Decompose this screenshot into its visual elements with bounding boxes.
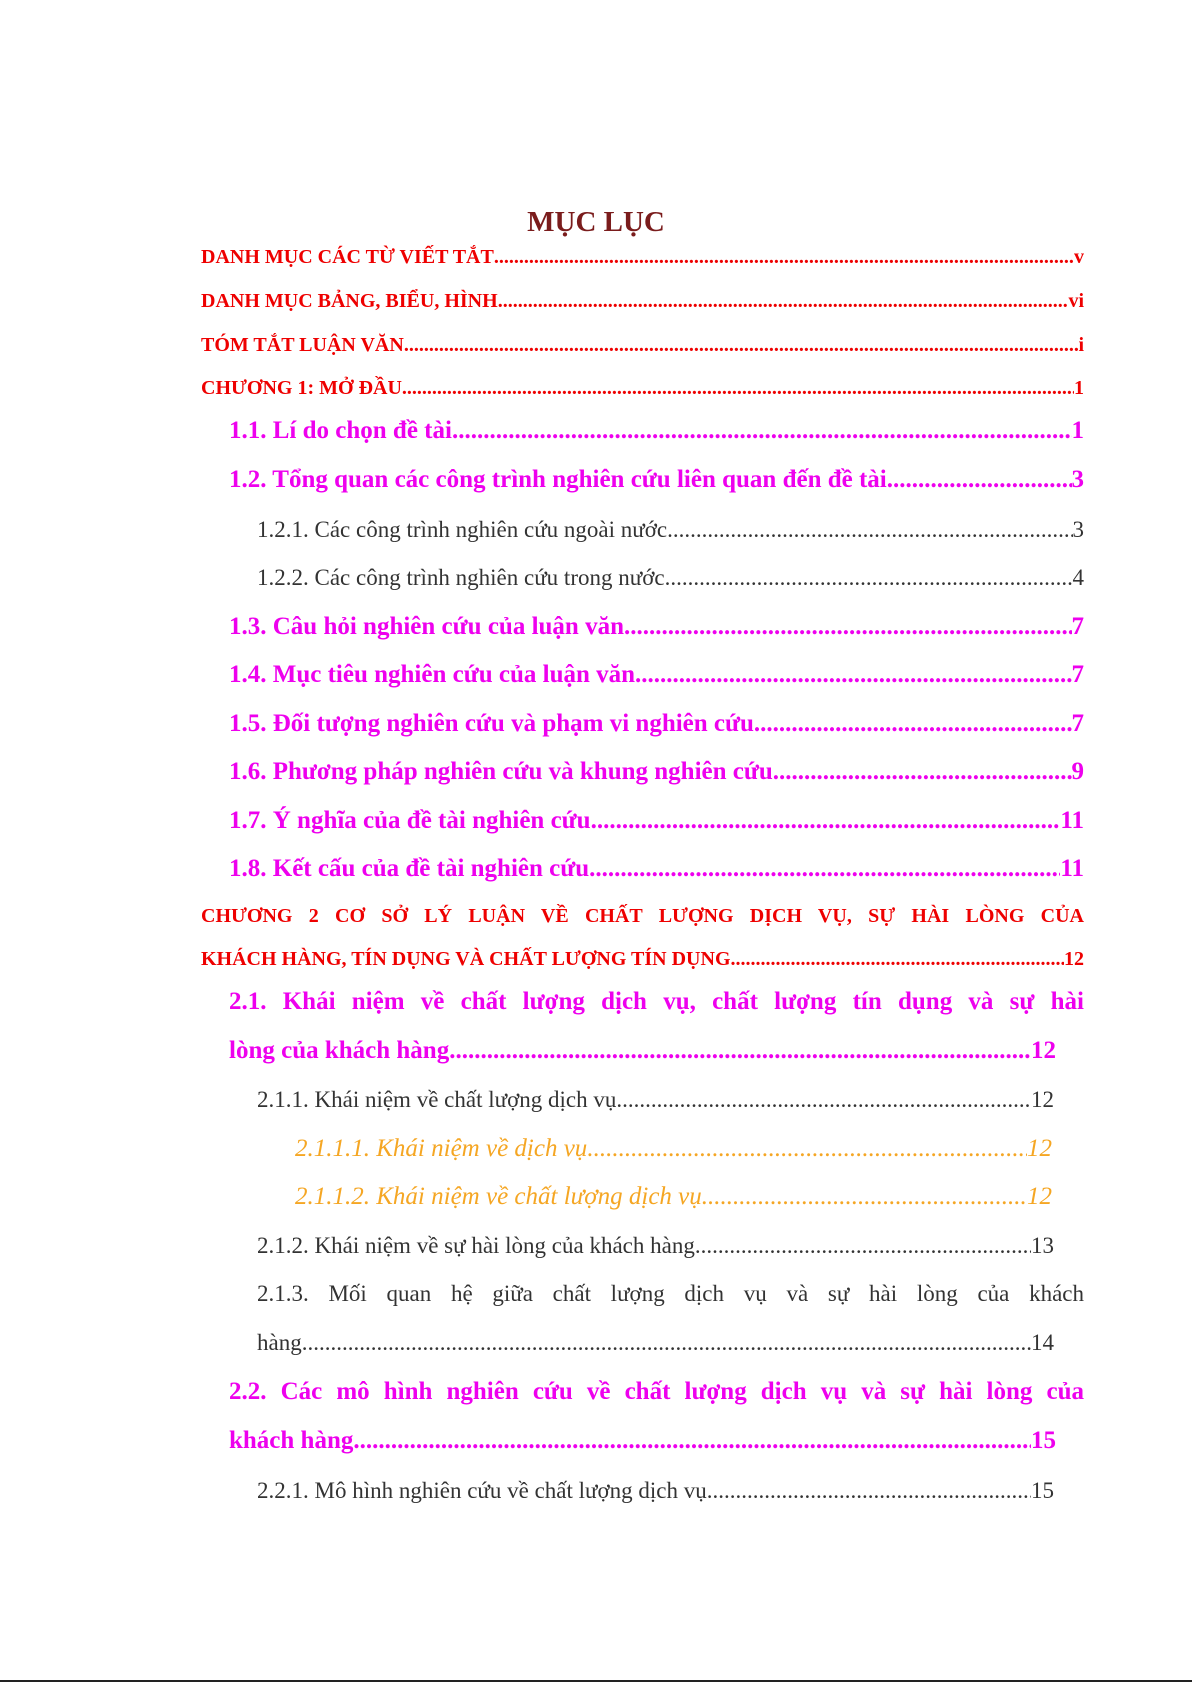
toc-entry-2-1-3-line-1[interactable] bbox=[257, 1281, 1084, 1307]
toc-leader-dots bbox=[353, 1427, 1031, 1455]
toc-leader-dots bbox=[498, 290, 1069, 313]
toc-entry-abbreviations[interactable] bbox=[201, 246, 1084, 269]
toc-entry-page: vi bbox=[1068, 290, 1084, 312]
toc-leader-dots bbox=[404, 334, 1079, 357]
toc-entry-page: 1 bbox=[1074, 377, 1084, 399]
toc-leader-dots bbox=[595, 855, 1060, 883]
toc-entry-chapter-2-line-2[interactable] bbox=[201, 948, 1084, 971]
page-bottom-border bbox=[0, 1680, 1192, 1682]
toc-entry-page: 12 bbox=[1031, 1037, 1056, 1064]
toc-entry-text: 2.2. Các mô hình nghiên cứu về chất lượng dịch vụ và sự hài lòng của bbox=[229, 1378, 1084, 1405]
toc-entry-text: 1.5. Đối tượng nghiên cứu và phạm vi nghiên cứu bbox=[229, 710, 754, 737]
toc-entry-1-5[interactable] bbox=[229, 710, 1084, 738]
toc-leader-dots bbox=[731, 948, 1064, 971]
toc-entry-1-8[interactable] bbox=[229, 855, 1084, 883]
toc-entry-page: 12 bbox=[1031, 1087, 1054, 1112]
toc-entry-text: TÓM TẮT LUẬN VĂN bbox=[201, 334, 404, 356]
toc-entry-2-1-line-1[interactable] bbox=[229, 988, 1084, 1016]
toc-entry-2-1-1-1[interactable] bbox=[295, 1135, 1052, 1163]
toc-entry-text: 1.1. Lí do chọn đề tài bbox=[229, 417, 452, 444]
toc-entry-text: 2.1.2. Khái niệm về sự hài lòng của khách hàng bbox=[257, 1233, 695, 1258]
toc-leader-dots bbox=[591, 807, 1061, 835]
toc-entry-page: 7 bbox=[1071, 661, 1084, 688]
toc-entry-chapter-1[interactable] bbox=[201, 377, 1084, 400]
toc-leader-dots bbox=[695, 1233, 1031, 1259]
toc-entry-text: 1.6. Phương pháp nghiên cứu và khung nghiên cứu bbox=[229, 758, 773, 785]
toc-entry-page: 7 bbox=[1071, 613, 1084, 640]
toc-entry-2-1-2[interactable] bbox=[257, 1233, 1054, 1259]
toc-entry-page: 15 bbox=[1031, 1478, 1054, 1503]
toc-leader-dots bbox=[667, 517, 1072, 543]
toc-entry-page: 11 bbox=[1060, 807, 1084, 834]
toc-entry-text: KHÁCH HÀNG, TÍN DỤNG VÀ CHẤT LƯỢNG TÍN DỤNG bbox=[201, 948, 731, 970]
toc-leader-dots bbox=[635, 661, 1071, 689]
toc-entry-page: 9 bbox=[1071, 758, 1084, 785]
toc-entry-chapter-2-line-1[interactable] bbox=[201, 905, 1084, 928]
toc-entry-page: v bbox=[1074, 246, 1084, 268]
toc-entry-text: DANH MỤC BẢNG, BIỂU, HÌNH bbox=[201, 290, 498, 312]
toc-entry-page: 4 bbox=[1072, 565, 1084, 590]
toc-leader-dots bbox=[302, 1330, 1031, 1356]
toc-leader-dots bbox=[624, 613, 1072, 641]
toc-entry-2-2-line-1[interactable] bbox=[229, 1378, 1084, 1406]
toc-entry-page: 3 bbox=[1072, 517, 1084, 542]
toc-title: MỤC LỤC bbox=[527, 206, 665, 238]
toc-entry-page: 1 bbox=[1071, 417, 1084, 444]
toc-entry-text: 1.4. Mục tiêu nghiên cứu của luận văn bbox=[229, 661, 636, 688]
toc-entry-text: 2.1.3. Mối quan hệ giữa chất lượng dịch vụ và sự hài lòng của khách bbox=[257, 1281, 1084, 1306]
toc-leader-dots bbox=[754, 710, 1072, 738]
toc-entry-page: 12 bbox=[1027, 1183, 1052, 1210]
toc-entry-text: khách hàng bbox=[229, 1427, 354, 1454]
toc-entry-page: i bbox=[1078, 334, 1084, 356]
toc-entry-text: 1.3. Câu hỏi nghiên cứu của luận văn bbox=[229, 613, 624, 640]
toc-entry-1-3[interactable] bbox=[229, 613, 1084, 641]
toc-entry-text: 2.1. Khái niệm về chất lượng dịch vụ, chất lượng tín dụng và sự hài bbox=[229, 988, 1084, 1015]
toc-entry-page: 7 bbox=[1071, 710, 1084, 737]
toc-entry-2-2-line-2[interactable] bbox=[229, 1427, 1056, 1455]
toc-leader-dots bbox=[665, 565, 1073, 591]
toc-entry-text: CHƯƠNG 1: MỞ ĐẦU bbox=[201, 377, 402, 399]
toc-leader-dots bbox=[887, 466, 1072, 494]
toc-entry-text: 1.8. Kết cấu của đề tài nghiên cứu. bbox=[229, 855, 596, 882]
toc-entry-page: 15 bbox=[1031, 1427, 1056, 1454]
toc-leader-dots bbox=[702, 1183, 1027, 1211]
toc-leader-dots bbox=[707, 1478, 1031, 1504]
toc-entry-page: 3 bbox=[1071, 466, 1084, 493]
toc-entry-1-4[interactable] bbox=[229, 661, 1084, 689]
toc-entry-page: 12 bbox=[1064, 948, 1084, 970]
toc-entry-2-1-1-2[interactable] bbox=[295, 1183, 1052, 1211]
toc-entry-1-6[interactable] bbox=[229, 758, 1084, 786]
toc-leader-dots bbox=[402, 377, 1074, 400]
toc-entry-2-1-3-line-2[interactable] bbox=[257, 1330, 1054, 1356]
toc-entry-text: hàng bbox=[257, 1330, 302, 1355]
toc-entry-text: 2.2.1. Mô hình nghiên cứu về chất lượng dịch vụ bbox=[257, 1478, 707, 1503]
toc-entry-page: 12 bbox=[1027, 1135, 1052, 1162]
toc-entry-2-2-1[interactable] bbox=[257, 1478, 1054, 1504]
toc-entry-page: 11 bbox=[1060, 855, 1084, 882]
toc-leader-dots bbox=[616, 1087, 1031, 1113]
toc-entry-2-1-1[interactable] bbox=[257, 1087, 1054, 1113]
toc-entry-text: DANH MỤC CÁC TỪ VIẾT TẮT bbox=[201, 246, 494, 268]
toc-entry-2-1-line-2[interactable] bbox=[229, 1037, 1056, 1065]
toc-entry-1-2[interactable] bbox=[229, 466, 1084, 494]
toc-leader-dots bbox=[449, 1037, 1031, 1065]
toc-entry-1-2-2[interactable] bbox=[257, 565, 1084, 591]
toc-entry-text: 2.1.1.1. Khái niệm về dịch vụ bbox=[295, 1135, 588, 1162]
toc-entry-text: 1.2.2. Các công trình nghiên cứu trong nước bbox=[257, 565, 665, 590]
toc-entry-tables-figures[interactable] bbox=[201, 290, 1084, 313]
toc-leader-dots bbox=[452, 417, 1072, 445]
toc-entry-text: CHƯƠNG 2 CƠ SỞ LÝ LUẬN VỀ CHẤT LƯỢNG DỊCH VỤ, SỰ HÀI LÒNG CỦA bbox=[201, 905, 1084, 927]
toc-entry-summary[interactable] bbox=[201, 334, 1084, 357]
toc-entry-1-2-1[interactable] bbox=[257, 517, 1084, 543]
toc-entry-text: 2.1.1.2. Khái niệm về chất lượng dịch vụ bbox=[295, 1183, 702, 1210]
toc-leader-dots bbox=[587, 1135, 1027, 1163]
toc-entry-page: 14 bbox=[1031, 1330, 1054, 1355]
toc-entry-text: 1.2. Tổng quan các công trình nghiên cứu liên quan đến đề tài bbox=[229, 466, 887, 493]
toc-leader-dots bbox=[494, 246, 1074, 269]
toc-leader-dots bbox=[773, 758, 1072, 786]
toc-entry-1-1[interactable] bbox=[229, 417, 1084, 445]
toc-entry-text: 1.7. Ý nghĩa của đề tài nghiên cứu bbox=[229, 807, 591, 834]
toc-entry-page: 13 bbox=[1031, 1233, 1054, 1258]
toc-entry-text: 1.2.1. Các công trình nghiên cứu ngoài nước bbox=[257, 517, 668, 542]
toc-entry-1-7[interactable] bbox=[229, 807, 1084, 835]
toc-entry-text: 2.1.1. Khái niệm về chất lượng dịch vụ bbox=[257, 1087, 617, 1112]
toc-entry-text: lòng của khách hàng bbox=[229, 1037, 450, 1064]
